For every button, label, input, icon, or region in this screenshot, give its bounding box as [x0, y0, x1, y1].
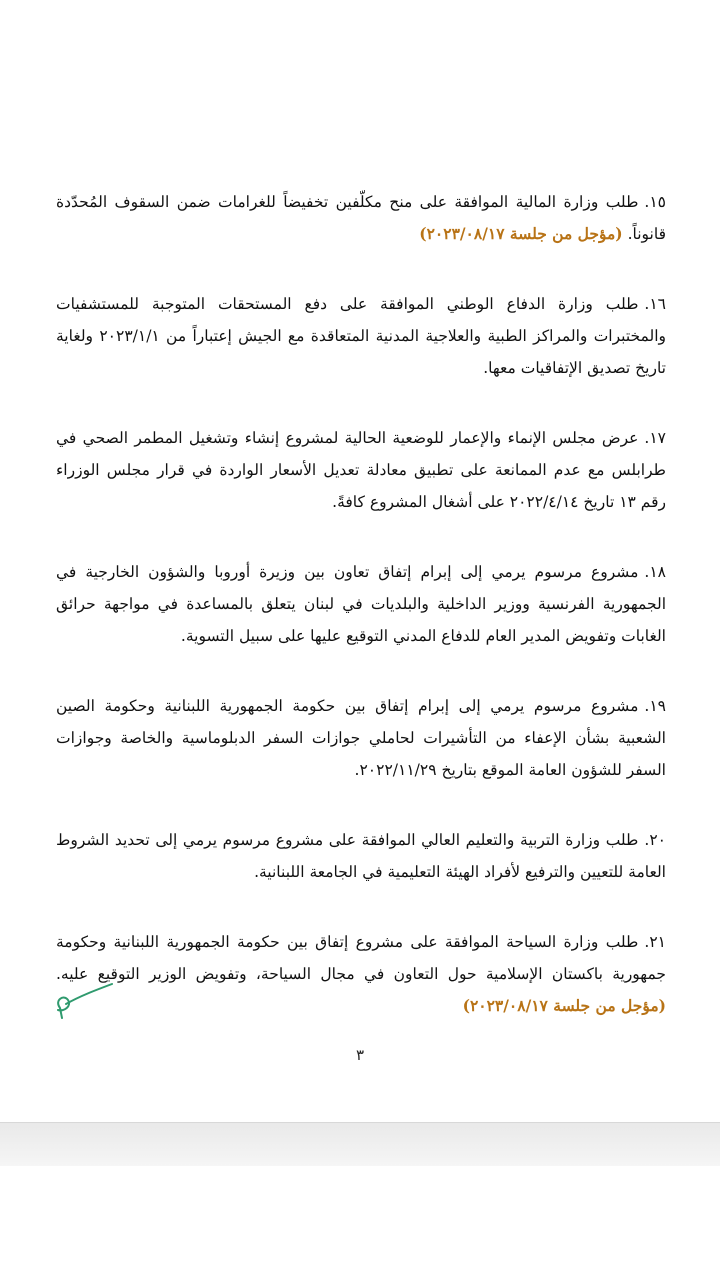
item-number: ١٨. — [644, 562, 666, 581]
page-separator — [0, 1122, 720, 1167]
item-text: طلب وزارة الدفاع الوطني الموافقة على دفع المستحقات المتوجبة للمستشفيات والمختبرات والمراكز الطبية والعلاجية المدنية المتعاقدة مع الجيش إعتباراً من ٢٠٢٣/١/١ ولغاية تاريخ تصديق الإتفاقيات معها. — [56, 294, 666, 377]
postponed-note: (مؤجل من جلسة ٢٠٢٣/٠٨/١٧) — [462, 995, 666, 1015]
agenda-item-19 — [56, 690, 666, 786]
agenda-item-16 — [56, 288, 666, 384]
item-number: ٢١. — [644, 932, 666, 951]
page-number: ٣ — [355, 1046, 365, 1064]
item-number: ٢٠. — [644, 830, 666, 849]
item-text: مشروع مرسوم يرمي إلى إبرام إتفاق تعاون بين وزيرة أوروبا والشؤون الخارجية في الجمهورية الفرنسية ووزير الداخلية والبلديات في لبنان يتعلق بالمساعدة في مواجهة حرائق الغابات وتفويض المدير العام للدفاع المدني التوقيع عليها على سبيل التسوية. — [56, 562, 666, 645]
next-page-top — [0, 1166, 720, 1280]
agenda-item-15 — [56, 186, 666, 250]
item-text: طلب وزارة المالية الموافقة على منح مكلّفين تخفيضاً للغرامات ضمن السقوف المُحدّدة قانوناً. — [56, 192, 666, 243]
signature-icon — [40, 980, 120, 1020]
agenda-item-18 — [56, 556, 666, 652]
agenda-item-20 — [56, 824, 666, 888]
item-text: مشروع مرسوم يرمي إلى إبرام إتفاق بين حكومة الجمهورية اللبنانية وحكومة الصين الشعبية بشأن الإعفاء من التأشيرات لحاملي جوازات السفر الدبلوماسية والخاصة وجوازات السفر للشؤون العامة الموقع بتاريخ ٢٠٢٢/١١/٢٩. — [56, 696, 666, 779]
item-number: ١٥. — [644, 192, 666, 211]
postponed-note: (مؤجل من جلسة ٢٠٢٣/٠٨/١٧) — [419, 223, 623, 243]
item-number: ١٦. — [644, 294, 666, 313]
item-text: طلب وزارة السياحة الموافقة على مشروع إتفاق بين حكومة الجمهورية اللبنانية وحكومة جمهورية باكستان الإسلامية حول التعاون في مجال السياحة، وتفويض الوزير التوقيع عليه. — [56, 932, 666, 983]
agenda-items — [56, 170, 666, 1060]
agenda-item-17 — [56, 422, 666, 518]
item-number: ١٧. — [644, 428, 666, 447]
item-number: ١٩. — [644, 696, 666, 715]
item-text: طلب وزارة التربية والتعليم العالي الموافقة على مشروع مرسوم يرمي إلى تحديد الشروط العامة للتعيين والترفيع لأفراد الهيئة التعليمية في الجامعة اللبنانية. — [56, 830, 666, 881]
agenda-item-21 — [56, 926, 666, 1022]
item-text: عرض مجلس الإنماء والإعمار للوضعية الحالية لمشروع إنشاء وتشغيل المطمر الصحي في طرابلس مع عدم الممانعة على تطبيق معادلة تعديل الأسعار الواردة في قرار مجلس الوزراء رقم ١٣ تاريخ ٢٠٢٢/٤/١٤ على أشغال المشروع كافةً. — [56, 428, 666, 511]
